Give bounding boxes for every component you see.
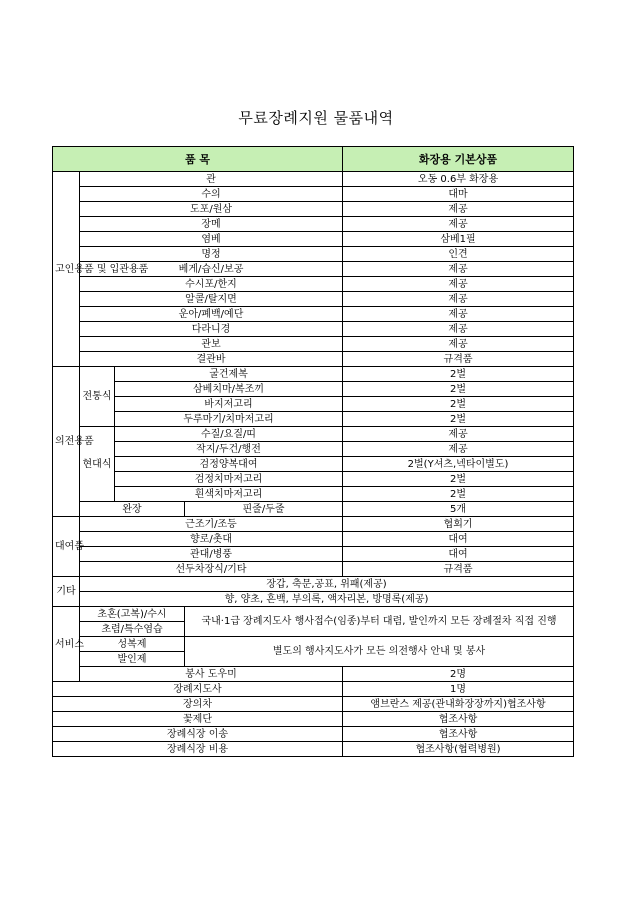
- row-item: 장례지도사: [53, 682, 343, 697]
- row-value: 오동 0.6부 화장용: [343, 172, 574, 187]
- table-row: [53, 277, 574, 292]
- row-value: 2벌(Y셔츠,넥타이별도): [343, 457, 574, 472]
- row-value: 협조사항: [343, 727, 574, 742]
- helper-item: 봉사 도우미: [80, 667, 343, 682]
- table-row: [53, 232, 574, 247]
- section-etc-label: 기타: [53, 577, 80, 607]
- row-item: 염베: [80, 232, 343, 247]
- table-row: [53, 337, 574, 352]
- service-desc-2: 별도의 행사지도사가 모든 의전행사 안내 및 봉사: [185, 637, 574, 667]
- row-value: 삼베1필: [343, 232, 574, 247]
- table-row: [53, 577, 574, 592]
- row-value: 제공: [343, 307, 574, 322]
- table-row: [53, 172, 574, 187]
- row-item: 작지/두건/행전: [115, 442, 343, 457]
- table-row: [53, 742, 574, 757]
- row-item: 결관바: [80, 352, 343, 367]
- row-item: 흰색치마저고리: [115, 487, 343, 502]
- table-row: [53, 367, 574, 382]
- page-title: 무료장례지원 물품내역: [238, 109, 394, 127]
- table-row: [53, 217, 574, 232]
- table-header-row: [53, 147, 574, 172]
- table-row: [53, 322, 574, 337]
- row-item: 장메: [80, 217, 343, 232]
- table-row: [53, 502, 574, 517]
- row-value: 2벌: [343, 487, 574, 502]
- row-value: 협조사항: [343, 712, 574, 727]
- row-item: 선두차장식/기타: [80, 562, 343, 577]
- table-row: [53, 607, 574, 622]
- service-item: 성복제: [80, 637, 185, 652]
- row-item: 향로/촛대: [80, 532, 343, 547]
- row-item: 장례식장 이송: [53, 727, 343, 742]
- row-value: 제공: [343, 277, 574, 292]
- row-item: 두루마기/치마저고리: [115, 412, 343, 427]
- row-item: 근조기/조등: [80, 517, 343, 532]
- table-row: [53, 307, 574, 322]
- row-value: 제공: [343, 322, 574, 337]
- section-rental-label: 대여품: [53, 517, 80, 577]
- table-row: [53, 427, 574, 442]
- row-value: 제공: [343, 337, 574, 352]
- row-item: 다라니경: [80, 322, 343, 337]
- row-item: 알콜/탈지면: [80, 292, 343, 307]
- row-value: 인견: [343, 247, 574, 262]
- helper-value: 2명: [343, 667, 574, 682]
- table-row: [53, 472, 574, 487]
- table-row: [53, 712, 574, 727]
- header-basic: 화장용 기본상품: [343, 147, 574, 172]
- row-item: 검정양복대여: [115, 457, 343, 472]
- row-item: 장례식장 비용: [53, 742, 343, 757]
- row-value: 협조사항(협력병원): [343, 742, 574, 757]
- items-table: [52, 146, 574, 757]
- trad-label: 전통식: [80, 367, 115, 427]
- row-item: 검정치마저고리: [115, 472, 343, 487]
- table-row: [53, 682, 574, 697]
- row-value: 2벌: [343, 382, 574, 397]
- row-value: 규격품: [343, 352, 574, 367]
- row-value: 대여: [343, 547, 574, 562]
- service-item: 초렴/특수염습: [80, 622, 185, 637]
- row-item: 바지저고리: [115, 397, 343, 412]
- header-item: 품 목: [53, 147, 343, 172]
- table-row: [53, 187, 574, 202]
- table-row: [53, 667, 574, 682]
- armband-value: 5개: [343, 502, 574, 517]
- table-row: [53, 562, 574, 577]
- row-value: 제공: [343, 442, 574, 457]
- table-row: [53, 487, 574, 502]
- row-value: 2벌: [343, 397, 574, 412]
- service-item: 발인제: [80, 652, 185, 667]
- table-row: [53, 202, 574, 217]
- row-value: 1명: [343, 682, 574, 697]
- table-row: [53, 727, 574, 742]
- table-row: [53, 397, 574, 412]
- table-row: [53, 547, 574, 562]
- etc-row-2: 향, 양초, 흔백, 부의록, 액자리본, 방명록(제공): [80, 592, 574, 607]
- row-item: 장의차: [53, 697, 343, 712]
- table-row: [53, 457, 574, 472]
- row-item: 꽃제단: [53, 712, 343, 727]
- section-service-label: 서비스: [53, 607, 80, 682]
- row-item: 굴건제복: [115, 367, 343, 382]
- row-item: 수시포/한지: [80, 277, 343, 292]
- row-value: 앰브란스 제공(관내화장장까지)협조사항: [343, 697, 574, 712]
- row-item: 도포/원삼: [80, 202, 343, 217]
- row-item: 수질/요질/띠: [115, 427, 343, 442]
- table-row: [53, 517, 574, 532]
- table-row: [53, 442, 574, 457]
- row-item: 베게/습신/보공: [80, 262, 343, 277]
- table-row: [53, 292, 574, 307]
- row-item: 운아/폐백/예단: [80, 307, 343, 322]
- table-row: [53, 247, 574, 262]
- row-value: 제공: [343, 427, 574, 442]
- row-value: 제공: [343, 217, 574, 232]
- row-item: 명정: [80, 247, 343, 262]
- row-value: 제공: [343, 292, 574, 307]
- service-item: 초혼(고복)/수시: [80, 607, 185, 622]
- armband-label: 완장: [80, 502, 185, 517]
- table-row: [53, 352, 574, 367]
- row-item: 관: [80, 172, 343, 187]
- row-value: 2벌: [343, 412, 574, 427]
- section-goin-label: 고인용품 및 입관용품: [53, 172, 80, 367]
- service-desc-1: 국내·1급 장례지도사 행사접수(임종)부터 대렴, 발인까지 모든 장례절차 직접 진행: [185, 607, 574, 637]
- etc-row-1: 장갑, 축문,공표, 위패(제공): [80, 577, 574, 592]
- section-uijeon-label: 의전용품: [53, 367, 80, 517]
- row-value: 제공: [343, 202, 574, 217]
- armband-item: 핀줄/두줄: [185, 502, 343, 517]
- row-item: 관보: [80, 337, 343, 352]
- row-value: 2벌: [343, 367, 574, 382]
- row-value: 협회기: [343, 517, 574, 532]
- table-row: [53, 697, 574, 712]
- row-item: 삼베치마/복조끼: [115, 382, 343, 397]
- modern-label: 현대식: [80, 427, 115, 502]
- row-value: 2벌: [343, 472, 574, 487]
- row-value: 대여: [343, 532, 574, 547]
- table-row: [53, 412, 574, 427]
- row-value: 규격품: [343, 562, 574, 577]
- table-row: [53, 637, 574, 652]
- table-row: [53, 532, 574, 547]
- table-row: [53, 592, 574, 607]
- row-item: 관대/병풍: [80, 547, 343, 562]
- row-value: 대마: [343, 187, 574, 202]
- row-value: 제공: [343, 262, 574, 277]
- row-item: 수의: [80, 187, 343, 202]
- table-row: [53, 382, 574, 397]
